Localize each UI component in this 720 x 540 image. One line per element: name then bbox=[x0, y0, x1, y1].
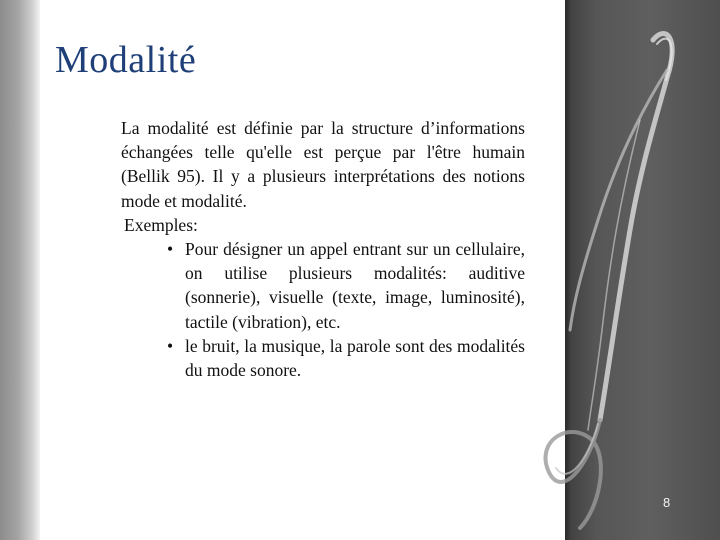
example-text: le bruit, la musique, la parole sont des modalités du mode sonore. bbox=[185, 335, 525, 381]
slide-body bbox=[121, 116, 525, 382]
intro-paragraph: La modalité est définie par la structure d’informations échangées telle qu'elle est perçue par l'être humain (Bellik 95). Il y a plusieurs interprétations des notions mode et modalité. bbox=[121, 118, 525, 211]
slide-title: Modalité bbox=[55, 39, 197, 81]
page-number: 8 bbox=[663, 495, 671, 510]
list-item bbox=[167, 237, 525, 334]
example-text: Pour désigner un appel entrant sur un cellulaire, on utilise plusieurs modalités: auditive (sonnerie), visuelle (texte, image, luminosité), tactile (vibration), etc. bbox=[185, 239, 525, 332]
examples-list bbox=[121, 237, 525, 382]
examples-label: Exemples: bbox=[124, 214, 198, 235]
left-gradient-band bbox=[0, 0, 40, 540]
bullet-icon: • bbox=[167, 239, 174, 260]
list-item bbox=[167, 334, 525, 382]
bullet-icon: • bbox=[167, 335, 174, 356]
